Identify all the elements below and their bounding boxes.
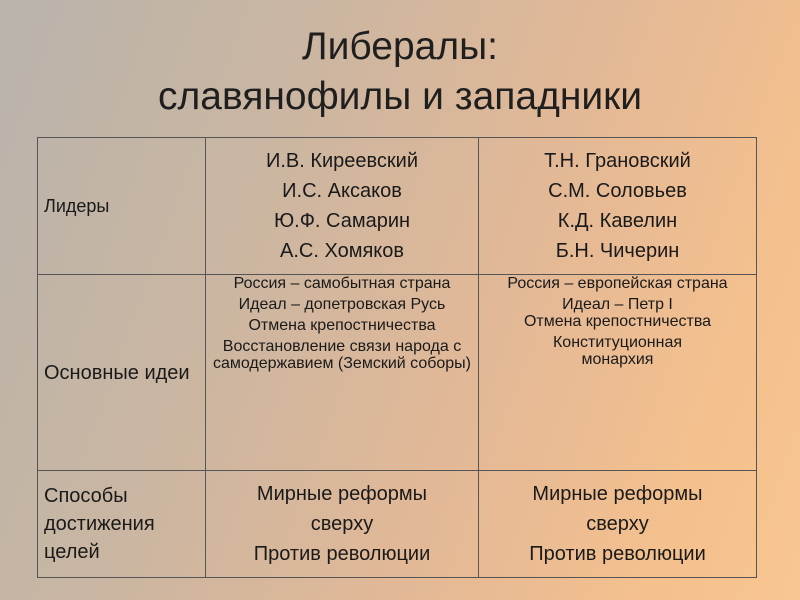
list-item: Отмена крепостничества (248, 317, 436, 334)
cell-slavophile-leaders (206, 138, 479, 275)
row-header-methods: Способы достижения целей (38, 471, 206, 578)
list-item: Мирные реформы сверху (532, 483, 703, 535)
list-item: Россия – самобытная страна (233, 275, 451, 292)
table-row-ideas (38, 275, 757, 471)
list-item: Идеал – допетровская Русь (238, 296, 446, 313)
list-item: Против революции (529, 543, 706, 565)
list-item: Отмена крепостничества (523, 313, 712, 330)
list-item: Против революции (253, 543, 431, 565)
comparison-table (37, 137, 757, 578)
cell-westerner-ideas (479, 275, 757, 471)
list-item: И.В. Киреевский (265, 150, 419, 172)
list-item: Конституционная монархия (552, 334, 683, 368)
row-header-ideas: Основные идеи (38, 275, 206, 471)
list-item: Идеал – Петр I (562, 296, 673, 313)
cell-slavophile-methods (206, 471, 479, 578)
table-row-leaders (38, 138, 757, 275)
title-line-1: Либералы: (302, 25, 498, 68)
list-item: И.С. Аксаков (282, 180, 402, 202)
cell-slavophile-ideas (206, 275, 479, 471)
list-item: Б.Н. Чичерин (555, 240, 680, 262)
cell-westerner-methods (479, 471, 757, 578)
cell-westerner-leaders (479, 138, 757, 275)
list-item: К.Д. Кавелин (557, 210, 678, 232)
list-item: Т.Н. Грановский (544, 150, 691, 172)
slide-title (0, 22, 800, 122)
table-row-methods (38, 471, 757, 578)
title-line-2: славянофилы и западники (158, 75, 642, 118)
list-item: Ю.Ф. Самарин (273, 210, 411, 232)
list-item: Восстановление связи народа с самодержавием (Земский соборы) (212, 338, 472, 372)
list-item: С.М. Соловьев (548, 180, 687, 202)
list-item: Мирные реформы сверху (256, 483, 428, 535)
list-item: А.С. Хомяков (280, 240, 404, 262)
row-header-leaders: Лидеры (38, 138, 206, 275)
list-item: Россия – европейская страна (507, 275, 728, 292)
